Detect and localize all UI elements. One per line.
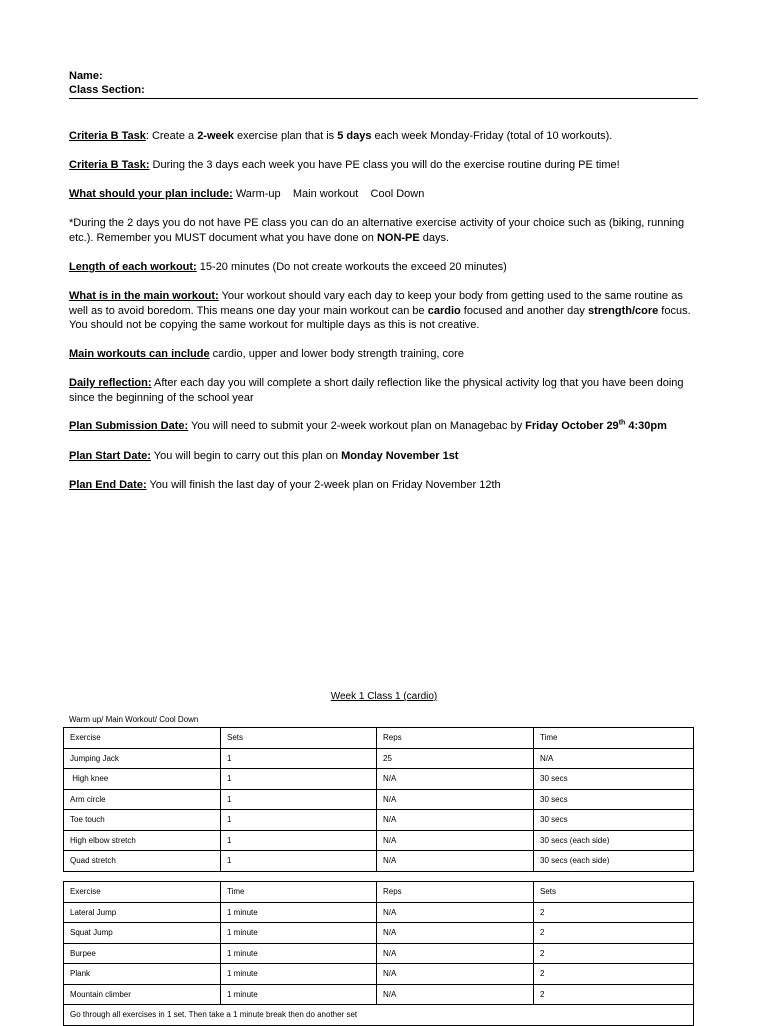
- criteria-b-label: Criteria B Task: [69, 130, 146, 142]
- table-row: [64, 851, 694, 872]
- week-title: Week 1 Class 1 (cardio): [330, 691, 438, 702]
- table-header-cell: Reps: [377, 728, 534, 749]
- length-label: Length of each workout:: [69, 261, 197, 273]
- daily-reflection: [69, 376, 699, 405]
- start-text: You will begin to carry out this plan on: [150, 450, 342, 462]
- table-row: [64, 923, 694, 944]
- table-cell: 1 minute: [221, 984, 377, 1005]
- submission-bold: 4:30pm: [625, 420, 667, 432]
- table-cell: 2: [534, 902, 694, 923]
- table-cell: Toe touch: [64, 810, 221, 831]
- table-cell: Jumping Jack: [64, 748, 221, 769]
- table-header-row: [64, 728, 694, 749]
- warmup-table: [63, 727, 694, 872]
- table-cell: 30 secs (each side): [534, 851, 694, 872]
- table-cell: 30 secs (each side): [534, 830, 694, 851]
- table-header-cell: Exercise: [64, 728, 221, 749]
- table-row: [64, 984, 694, 1005]
- criteria-bold: 5 days: [337, 130, 372, 142]
- table-cell: 30 secs: [534, 810, 694, 831]
- table-row: [64, 789, 694, 810]
- criteria-bold: 2-week: [197, 130, 234, 142]
- table-header-row: [64, 882, 694, 903]
- start-label: Plan Start Date:: [69, 450, 151, 462]
- table-header-cell: Sets: [534, 882, 694, 903]
- criteria-text: each week Monday-Friday (total of 10 workouts).: [371, 130, 613, 142]
- table-cell: 2: [534, 923, 694, 944]
- table-cell: N/A: [377, 789, 534, 810]
- table-row: [64, 943, 694, 964]
- table-cell: N/A: [377, 984, 534, 1005]
- table-cell: N/A: [377, 830, 534, 851]
- submission-text: You will need to submit your 2-week workout plan on Managebac by: [188, 420, 526, 432]
- main-workout-text: focus. You should not be copying the same workout for multiple days as this is not creative.: [69, 304, 691, 331]
- plan-include-label: What should your plan include:: [69, 188, 233, 200]
- note-bold: NON-PE: [376, 231, 420, 244]
- table-cell: Mountain climber: [64, 984, 221, 1005]
- table-cell: 1: [221, 789, 377, 810]
- main-workout-text: Your workout should vary each day to keep your body from getting used to the same routine as well as to avoid boredom. This means one day your main workout can be: [69, 290, 683, 317]
- table-cell: N/A: [377, 902, 534, 923]
- main-workout: [69, 289, 699, 333]
- table-cell: N/A: [377, 943, 534, 964]
- table-cell: N/A: [534, 748, 694, 769]
- table-cell: 1 minute: [221, 943, 377, 964]
- table-header-cell: Reps: [377, 882, 534, 903]
- table-header-cell: Exercise: [64, 882, 221, 903]
- table-cell: N/A: [377, 964, 534, 985]
- table-cell: 1: [221, 851, 377, 872]
- plan-include: [69, 187, 699, 202]
- table-cell: N/A: [377, 810, 534, 831]
- main-workout-table: [63, 881, 694, 1026]
- table-header-cell: Time: [534, 728, 694, 749]
- table-cell: 1 minute: [221, 902, 377, 923]
- table-footer-row: [64, 1005, 694, 1026]
- table-header-cell: Time: [221, 882, 377, 903]
- main-workouts-include: [69, 347, 699, 362]
- student-header: [69, 69, 698, 99]
- reflection-text: After each day you will complete a short daily reflection like the physical activity log that you have been doing since the beginning of the school year: [69, 377, 684, 404]
- table-cell: 2: [534, 943, 694, 964]
- table-cell: 25: [377, 748, 534, 769]
- note-text: *During the 2 days you do not have PE class you can do an alternative exercise activity of your choice such as (biking, running etc.). Remember you MUST document what you have done on: [69, 217, 685, 244]
- table-cell: 1: [221, 769, 377, 790]
- criteria-text: During the 3 days each week you have PE class you will do the exercise routine during PE time!: [149, 159, 620, 171]
- submission-sup: th: [618, 419, 626, 427]
- criteria-b-task-2: [69, 158, 699, 173]
- table-row: [64, 769, 694, 790]
- plan-submission-date: [69, 419, 699, 434]
- table-cell: N/A: [377, 851, 534, 872]
- table-row: [64, 810, 694, 831]
- table-cell: 1: [221, 810, 377, 831]
- criteria-b-task-1: [69, 129, 699, 144]
- length-text: 15-20 minutes (Do not create workouts the exceed 20 minutes): [196, 261, 507, 273]
- table-row: [64, 964, 694, 985]
- criteria-text: exercise plan that is: [233, 130, 338, 142]
- non-pe-note: [69, 216, 699, 245]
- warmup-title: Warm up/ Main Workout/ Cool Down: [69, 715, 199, 724]
- main-workout-bold: cardio: [427, 304, 461, 317]
- table-cell: 1: [221, 830, 377, 851]
- table-cell: 1 minute: [221, 923, 377, 944]
- name-label: Name:: [69, 70, 103, 82]
- main-workout-label: What is in the main workout:: [69, 290, 219, 302]
- plan-start-date: [69, 449, 699, 464]
- plan-end-date: [69, 478, 699, 493]
- class-section-label: Class Section:: [69, 84, 145, 96]
- table-cell: Burpee: [64, 943, 221, 964]
- table-row: [64, 902, 694, 923]
- main-include-text: cardio, upper and lower body strength training, core: [209, 348, 464, 360]
- table-cell: N/A: [377, 923, 534, 944]
- table-cell: N/A: [377, 769, 534, 790]
- reflection-label: Daily reflection:: [69, 377, 152, 389]
- table-cell: 30 secs: [534, 789, 694, 810]
- workout-length: [69, 260, 699, 275]
- table-cell: High elbow stretch: [64, 830, 221, 851]
- table-cell: High knee: [64, 769, 221, 790]
- note-text: days.: [419, 231, 450, 244]
- start-bold: Monday November 1st: [341, 450, 459, 462]
- table-footer-note: Go through all exercises in 1 set. Then take a 1 minute break then do another set: [64, 1005, 694, 1026]
- table-header-cell: Sets: [221, 728, 377, 749]
- submission-bold: Friday October 29: [525, 420, 619, 432]
- table-cell: Quad stretch: [64, 851, 221, 872]
- end-text: You will finish the last day of your 2-week plan on Friday November 12th: [146, 479, 501, 491]
- table-row: [64, 748, 694, 769]
- table-cell: Squat Jump: [64, 923, 221, 944]
- main-include-label: Main workouts can include: [69, 348, 210, 360]
- table-cell: 1 minute: [221, 964, 377, 985]
- main-workout-bold: strength/core: [587, 304, 659, 317]
- table-cell: 2: [534, 984, 694, 1005]
- criteria-b-label: Criteria B Task:: [69, 159, 150, 171]
- criteria-text: : Create a: [145, 130, 198, 142]
- table-cell: 30 secs: [534, 769, 694, 790]
- table-cell: Plank: [64, 964, 221, 985]
- table-cell: Arm circle: [64, 789, 221, 810]
- plan-include-text: Warm-up Main workout Cool Down: [232, 188, 425, 200]
- submission-label: Plan Submission Date:: [69, 420, 189, 432]
- table-cell: 1: [221, 748, 377, 769]
- end-label: Plan End Date:: [69, 479, 147, 491]
- table-row: [64, 830, 694, 851]
- table-cell: 2: [534, 964, 694, 985]
- main-workout-text: focused and another day: [460, 304, 588, 317]
- table-cell: Lateral Jump: [64, 902, 221, 923]
